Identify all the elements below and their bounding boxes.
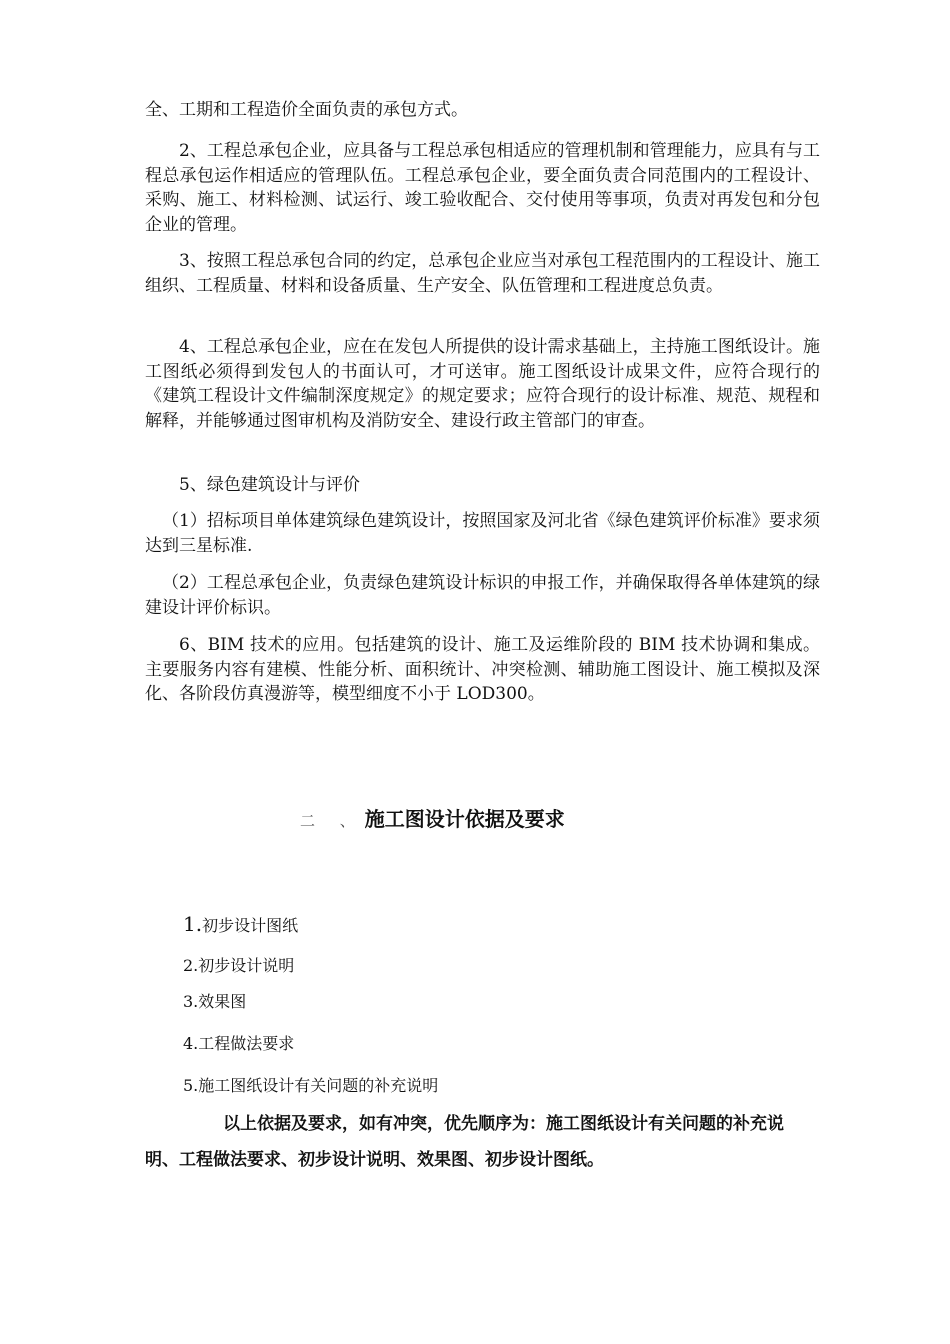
priority-note: 以上依据及要求，如有冲突，优先顺序为：施工图纸设计有关问题的补充说明、工程做法要求、初步设计说明、效果图、初步设计图纸。 — [145, 1114, 784, 1170]
section-number: 二 、 — [300, 812, 365, 830]
list-item — [183, 912, 298, 936]
paragraph-item-2: 2、工程总承包企业，应具备与工程总承包相适应的管理机制和管理能力，应具有与工程总承包运作相适应的管理队伍。工程总承包企业，要全面负责合同范围内的工程设计、采购、施工、材料检测、试运行、竣工验收配合、交付使用等事项，负责对再发包和分包企业的管理。 — [145, 141, 820, 235]
section-heading — [300, 803, 565, 832]
list-item-text: 初步设计说明 — [198, 956, 295, 975]
list-item — [183, 1031, 294, 1054]
list-item — [183, 1073, 438, 1096]
list-item — [183, 953, 294, 976]
list-item-number: 5. — [183, 1076, 199, 1095]
paragraph-item-5-2: （2）工程总承包企业，负责绿色建筑设计标识的申报工作，并确保取得各单体建筑的绿建设计评价标识。 — [145, 573, 820, 618]
list-item-number: 3. — [183, 992, 199, 1011]
list-item-text: 效果图 — [198, 992, 247, 1011]
list-item-number: 2. — [183, 956, 199, 975]
list-item-text: 初步设计图纸 — [202, 916, 299, 935]
list-item — [183, 989, 246, 1012]
paragraph-item-5-1: （1）招标项目单体建筑绿色建筑设计，按照国家及河北省《绿色建筑评价标准》要求须达到三星标准. — [145, 511, 820, 556]
paragraph-continuation: 全、工期和工程造价全面负责的承包方式。 — [145, 100, 468, 120]
section-title: 施工图设计依据及要求 — [364, 807, 565, 831]
list-item-text: 施工图纸设计有关问题的补充说明 — [198, 1076, 439, 1095]
list-item-text: 工程做法要求 — [198, 1034, 295, 1053]
paragraph-item-6: 6、BIM 技术的应用。包括建筑的设计、施工及运维阶段的 BIM 技术协调和集成。主要服务内容有建模、性能分析、面积统计、冲突检测、辅助施工图设计、施工模拟及深化、各阶段仿真漫游等，模型细度不小于 LOD300。 — [145, 635, 820, 704]
paragraph-item-5: 5、绿色建筑设计与评价 — [179, 475, 360, 495]
list-item-number: 4. — [183, 1034, 199, 1053]
list-item-number: 1. — [183, 912, 203, 936]
paragraph-item-3: 3、按照工程总承包合同的约定，总承包企业应当对承包工程范围内的工程设计、施工组织、工程质量、材料和设备质量、生产安全、队伍管理和工程进度总负责。 — [145, 251, 820, 296]
paragraph-item-4: 4、工程总承包企业，应在在发包人所提供的设计需求基础上，主持施工图纸设计。施工图纸必须得到发包人的书面认可，才可送审。施工图纸设计成果文件，应符合现行的《建筑工程设计文件编制深度规定》的规定要求；应符合现行的设计标准、规范、规程和解释，并能够通过图审机构及消防安全、建设行政主管部门的审查。 — [145, 337, 820, 431]
